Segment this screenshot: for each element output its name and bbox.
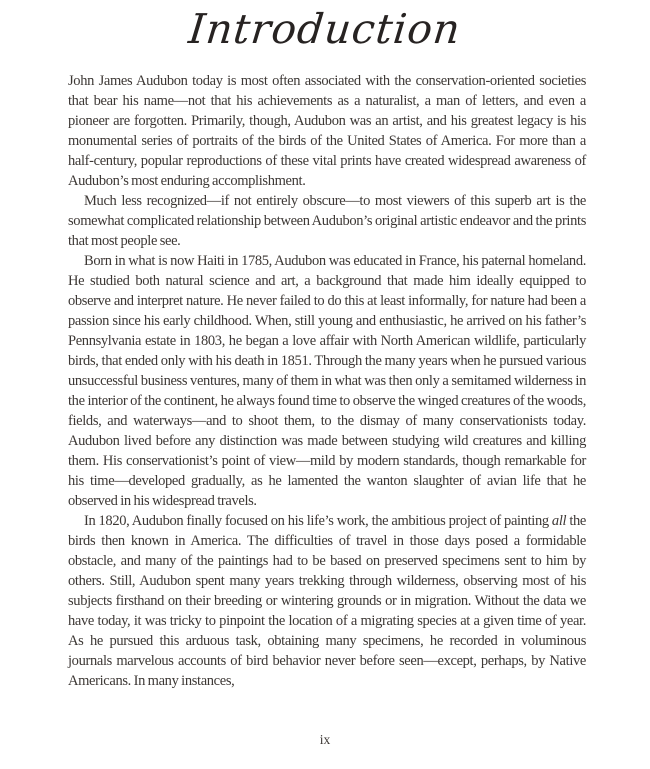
paragraph xyxy=(68,191,586,251)
text-run: Born in what is now Haiti in 1785, Audubon was educated in France, his paternal homeland. He studied both natural science and art, a background that made him ideally equipped to observe and interpret nature. He never failed to do this at least informally, for nature had been a passion since his early childhood. When, still young and enthusiastic, he arrived on his father’s Pennsylvania estate in 1803, he began a love affair with North American wildlife, particularly birds, that ended only with his death in 1851. Through the many years when he pursued various unsuccessful business ventures, many of them in what was then only a semitamed wilderness in the interior of the continent, he always found time to observe the winged creatures of the woods, fields, and waterways—and to shoot them, to the dismay of many conservationists today. Audubon lived before any distinction was made between studying wild creatures and killing them. His conservationist’s point of view—mild by modern standards, though remarkable for his time—developed gradually, as he lamented the wanton slaughter of avian life that he observed in his widespread travels. xyxy=(68,253,586,509)
text-run: John James Audubon today is most often associated with the conservation-oriented societies that bear his name—not that his achievements as a naturalist, a man of letters, and even a pioneer are forgotten. Primarily, though, Audubon was an artist, and his greatest legacy is his monumental series of portraits of the birds of the United States of America. For more than a half-century, popular reproductions of these vital prints have created widespread awareness of Audubon’s most enduring accomplishment. xyxy=(68,73,586,189)
paragraph xyxy=(68,71,586,191)
text-run: Much less recognized—if not entirely obscure—to most viewers of this superb art is the somewhat complicated relationship between Audubon’s original artistic endeavor and the prints that most people see. xyxy=(68,193,586,249)
body-text xyxy=(68,71,586,691)
text-run: the birds then known in America. The difficulties of travel in those days posed a formidable obstacle, and many of the paintings had to be based on preserved specimens sent to him by others. Still, Audubon spent many years trekking through wilderness, observing most of his subjects firsthand on their breeding or wintering grounds or in migration. Without the data we have today, it was tricky to pinpoint the location of a migrating species at a given time of year. As he pursued this arduous task, obtaining many specimens, he recorded in voluminous journals marvelous accounts of bird behavior never before seen—except, perhaps, by Native Americans. In many instances, xyxy=(68,513,586,689)
paragraph xyxy=(68,251,586,511)
paragraph xyxy=(68,511,586,691)
text-run: In 1820, Audubon finally focused on his life’s work, the ambitious project of painting xyxy=(84,513,552,529)
italic-run: all xyxy=(551,513,567,529)
chapter-title xyxy=(0,0,650,58)
chapter-title-text: Introduction xyxy=(186,5,464,53)
page-number: ix xyxy=(319,732,331,747)
